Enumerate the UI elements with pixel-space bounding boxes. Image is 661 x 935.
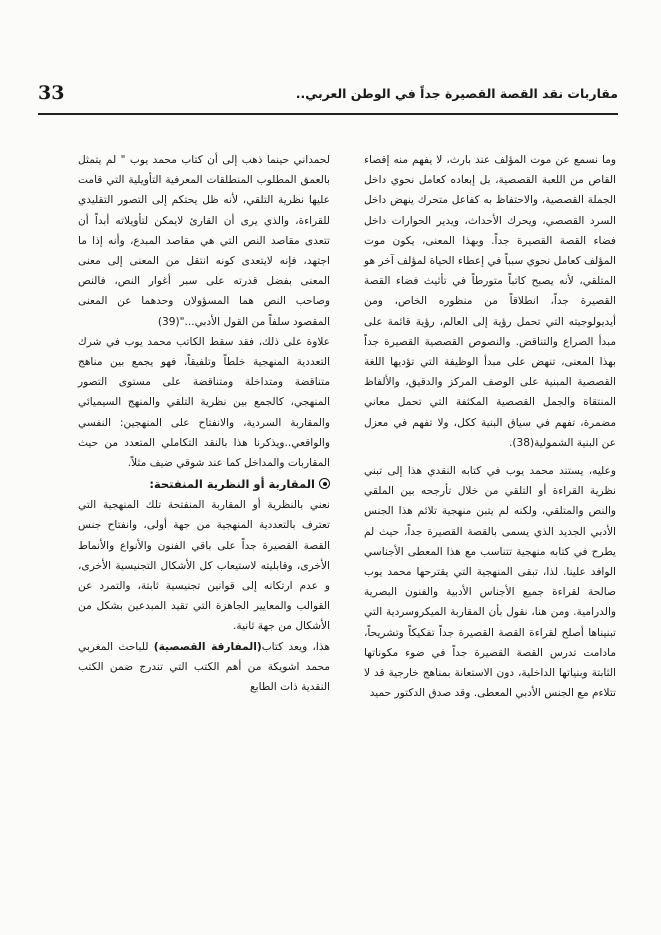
paragraph [78, 637, 330, 698]
paragraph: لحمداني حينما ذهب إلى أن كتاب محمد يوب " لم يتمثل بالعمق المطلوب المنطلقات المعرفية التأويلية التي قامت عليها نظرية التلقي، لأنه ظل يحتكم إلى التصور التقليدي للقراءة، والذي يرى أن القارئ لايمكن لتأويلاته أبداً أن تتعدى مقاصد النص التي هي مقاصد المبدع، وأنه إذا ما اجتهد، فإنه لايتعدى كونه انتقل من المعنى إلى معنى المعنى بفضل قدرته على سبر أغوار النص، فالنص وصاحب النص هما المسؤولان وحدهما عن المعنى المقصود سلفاً من القول الأدبي..."(39) [78, 154, 330, 328]
book-title: (المفارقة القصصية) [153, 640, 262, 653]
section-heading-text: المقاربة أو النظرية المنفتحة: [149, 477, 315, 492]
running-title: مقاربات نقد القصة القصيرة جداً في الوطن العربي.. [295, 86, 618, 101]
paragraph: علاوة على ذلك، فقد سقط الكاتب محمد يوب في شرك التعددية المنهجية خلطاً وتلفيقاً، فهو يجمع بين مناهج متناقضة ومتداخلة ومتناقضة على مستوى التصور المنهجي، كالجمع بين نظرية التلقي والمنهج السيميائي والمقاربة السردية، والانفتاح على المنهجين: النفسي والواقعي..ويذكرنا هذا بالنقد التكاملي المتعدد من حيث المقاربات والمداخل كما عند شوقي ضيف مثلاً. [78, 335, 330, 470]
target-bullet-icon [319, 478, 330, 489]
paragraph: نعني بالنظرية أو المقاربة المنفتحة تلك المنهجية التي تعترف بالتعددية المنهجية من جهة أولى، وانفتاح جنس القصة القصيرة جداً على باقي الفنون والأنواع والأنماط الأخرى، وقابليته لاستيعاب كل الأشكال التجنيسية الأخرى، و عدم ارتكانه إلى قوانين تجنيسية ثابتة، والتمرد عن القوالب والمعايير الجاهزة التي تقيد المبدعين بشكل من الأشكال من جهة ثانية. [78, 499, 330, 633]
paragraph: وما نسمع عن موت المؤلف عند بارث، لا يفهم منه إقصاء القاص من اللعبة القصصية، بل إبعاده كعامل نحوي داخل الجملة القصصية، والاحتفاظ به كفاعل متحرك ينهض داخل السرد القصصي، ويحرك الأحداث، ويدير الحوارات داخل فضاء القصة القصيرة جداً. وبهذا المعنى، يكون موت المؤلف كعامل نحوي سبباً في إعطاء الحياة لمؤلف آخر هو المتلقي، لأنه يصبح كاتباً متورطاً في تأثيث فضاء القصة القصيرة جداً، انطلاقاً من منظوره الخاص، ومن أيديولوجيته التي تحمل رؤية إلى العالم، رؤية قائمة على مبدأ الصراع والتناقض. والنصوص القصصية القصيرة جداً بهذا المعنى، تنهض على مبدأ الوظيفة التي تؤديها اللغة القصصية المبنية على الوصف المركز والدقيق، والألفاظ المنتقاة والجمل القصصية المكثفة التي تحمل معاني مضمرة، تفهم في سياق البنية ككل، ولا تفهم في معزل عن البنية الشمولية(38). [364, 154, 616, 449]
paragraph-text: هذا، ويعد كتاب [261, 640, 330, 653]
left-column [78, 150, 330, 697]
paragraph: وعليه، يستند محمد يوب في كتابه النقدي هذا إلى تبني نظرية القراءة أو التلقي من خلال تأرجحه بين الملقي والنص والمتلقي، ولكنه لم يتبن منهجية تلائم هذا الجنس الأدبي الجديد الذي يسمى بالقصة القصيرة جداً، حيث لم يطرح في كتابه منهجية تتناسب مع هذا المعطى الأجناسي الوافد علينا. لذا، تبقى المنهجية التي يقترحها محمد يوب صالحة لقراءة جميع الأجناس الأدبية والفنون البصرية والدرامية. ومن هنا، نقول بأن المقاربة الميكروسردية التي تبنيناها أصلح لقراءة القصة القصيرة جداً تفكيكاً وتشريحاً، مادامت تدرس القصة القصيرة جداً في ضوء مكوناتها الثابتة وبنياتها الداخلية، دون الاستعانة بمناهج خارجية قد لا تتلاءم مع الجنس الأدبي المعطى. وقد صدق الدكتور حميد [364, 465, 616, 700]
right-column [364, 150, 616, 703]
paragraph-gap [364, 453, 616, 461]
page-header [38, 82, 618, 112]
page-number: 33 [38, 82, 65, 104]
paragraph-text: للباحث المغربي محمد اشويكة من أهم الكتب التي تندرج ضمن الكتب النقدية ذات الطابع [78, 640, 330, 694]
header-rule [38, 113, 618, 115]
section-heading [78, 473, 330, 495]
